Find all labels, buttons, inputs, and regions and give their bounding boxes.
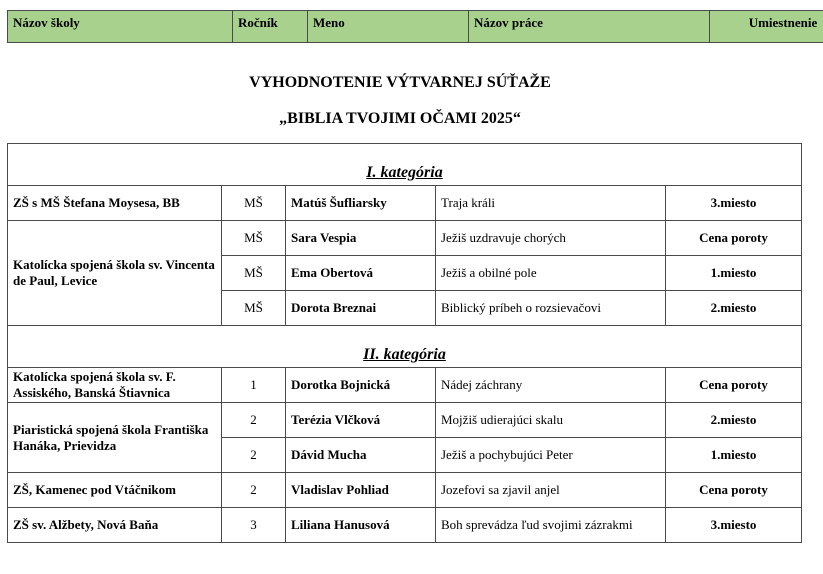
name-cell: Dorotka Bojnická	[286, 368, 436, 403]
name-cell: Liliana Hanusová	[286, 508, 436, 543]
school-cell: ZŠ, Kamenec pod Vtáčnikom	[8, 473, 222, 508]
grade-cell: 2	[222, 438, 286, 473]
place-cell: Cena poroty	[666, 368, 802, 403]
category-label: II. kategória	[8, 326, 802, 368]
work-cell: Traja králi	[436, 186, 666, 221]
table-row	[8, 368, 802, 403]
document-title: VYHODNOTENIE VÝTVARNEJ SÚŤAŽE	[249, 74, 551, 91]
header-school: Názov školy	[8, 11, 233, 43]
grade-cell: 3	[222, 508, 286, 543]
place-cell: 1.miesto	[666, 256, 802, 291]
results-table	[7, 143, 802, 543]
table-row	[8, 473, 802, 508]
grade-cell: MŠ	[222, 256, 286, 291]
header-row	[8, 11, 823, 43]
work-cell: Ježiš a pochybujúci Peter	[436, 438, 666, 473]
table-row	[8, 508, 802, 543]
name-cell: Sara Vespia	[286, 221, 436, 256]
work-cell: Ježiš uzdravuje chorých	[436, 221, 666, 256]
grade-cell: MŠ	[222, 186, 286, 221]
header-grade: Ročník	[233, 11, 308, 43]
school-cell: Piaristická spojená škola Františka Hanáka, Prievidza	[8, 403, 222, 473]
work-cell: Mojžiš udierajúci skalu	[436, 403, 666, 438]
table-row	[8, 221, 802, 256]
work-cell: Boh sprevádza ľud svojimi zázrakmi	[436, 508, 666, 543]
school-cell: Katolícka spojená škola sv. Vincenta de Paul, Levice	[8, 221, 222, 326]
place-cell: 2.miesto	[666, 403, 802, 438]
school-cell: ZŠ s MŠ Štefana Moysesa, BB	[8, 186, 222, 221]
document-subtitle: „BIBLIA TVOJIMI OČAMI 2025“	[279, 110, 521, 127]
grade-cell: MŠ	[222, 291, 286, 326]
grade-cell: 2	[222, 473, 286, 508]
name-cell: Dávid Mucha	[286, 438, 436, 473]
school-cell: ZŠ sv. Alžbety, Nová Baňa	[8, 508, 222, 543]
table-row	[8, 403, 802, 438]
column-header-table	[7, 10, 823, 43]
place-cell: Cena poroty	[666, 221, 802, 256]
name-cell: Ema Obertová	[286, 256, 436, 291]
name-cell: Terézia Vlčková	[286, 403, 436, 438]
place-cell: 3.miesto	[666, 508, 802, 543]
category-row	[8, 144, 802, 186]
place-cell: 2.miesto	[666, 291, 802, 326]
work-cell: Ježiš a obilné pole	[436, 256, 666, 291]
table-row	[8, 186, 802, 221]
name-cell: Dorota Breznai	[286, 291, 436, 326]
grade-cell: MŠ	[222, 221, 286, 256]
category-label: I. kategória	[8, 144, 802, 186]
header-work: Názov práce	[469, 11, 710, 43]
grade-cell: 2	[222, 403, 286, 438]
grade-cell: 1	[222, 368, 286, 403]
name-cell: Matúš Šufliarsky	[286, 186, 436, 221]
work-cell: Jozefovi sa zjavil anjel	[436, 473, 666, 508]
name-cell: Vladislav Pohliad	[286, 473, 436, 508]
place-cell: 1.miesto	[666, 438, 802, 473]
school-cell: Katolícka spojená škola sv. F. Assiského, Banská Štiavnica	[8, 368, 222, 403]
header-place: Umiestnenie	[710, 11, 823, 43]
work-cell: Biblický príbeh o rozsievačovi	[436, 291, 666, 326]
place-cell: 3.miesto	[666, 186, 802, 221]
category-row	[8, 326, 802, 368]
work-cell: Nádej záchrany	[436, 368, 666, 403]
place-cell: Cena poroty	[666, 473, 802, 508]
header-name: Meno	[308, 11, 469, 43]
